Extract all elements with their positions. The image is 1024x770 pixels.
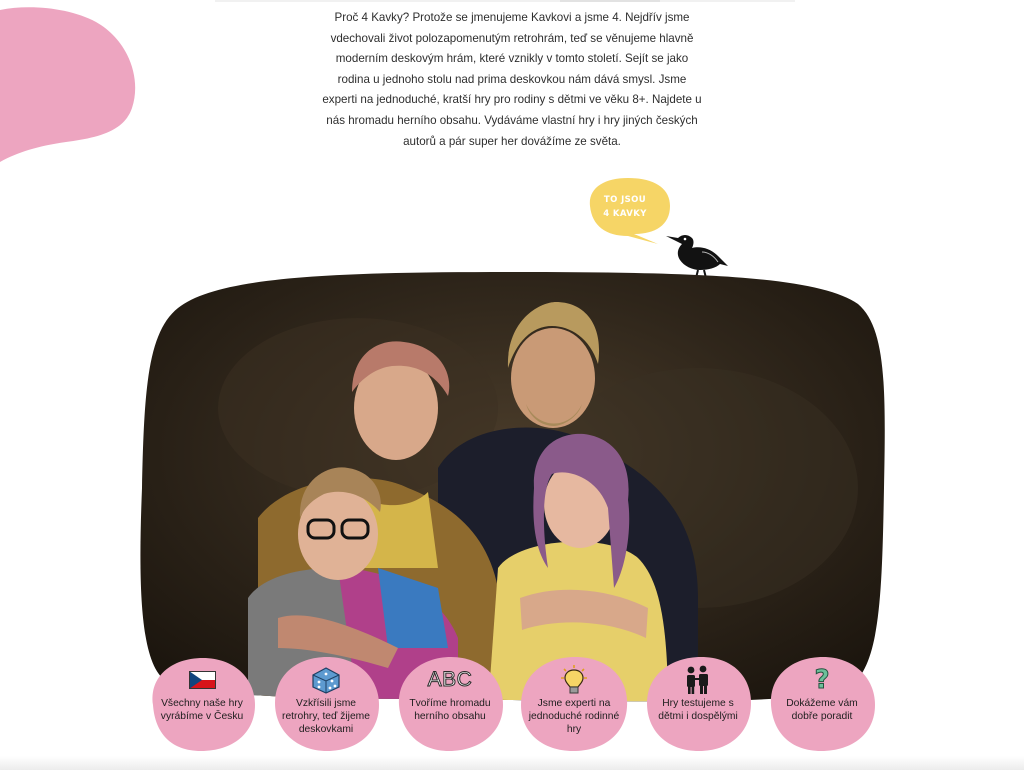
top-divider bbox=[215, 0, 795, 2]
intro-line: experti na jednoduché, kratší hry pro rodiny s dětmi ve věku 8+. Najdete u bbox=[322, 93, 702, 107]
feature-advice bbox=[765, 655, 879, 753]
dice-icon bbox=[269, 666, 383, 694]
feature-retro-games bbox=[269, 655, 383, 753]
features-row bbox=[145, 655, 885, 755]
feature-game-content bbox=[393, 655, 507, 753]
feature-made-in-czech bbox=[145, 655, 259, 753]
feature-label bbox=[649, 697, 747, 723]
bottom-shade bbox=[0, 756, 1024, 770]
feature-label-line: hry bbox=[566, 724, 582, 735]
intro-line: nás hromadu herního obsahu. Vydáváme vlastní hry i hry jiných českých bbox=[326, 113, 698, 127]
feature-label-line: Hry testujeme s bbox=[662, 698, 734, 709]
abc-icon-text: ABC bbox=[427, 668, 473, 691]
question-mark-glyph: ? bbox=[814, 665, 830, 695]
feature-label bbox=[401, 697, 499, 723]
feature-label bbox=[525, 697, 623, 736]
intro-line: moderním deskovým hrám, které vznikly v tomto století. Sejít se jako bbox=[335, 52, 689, 66]
family-icon bbox=[641, 666, 755, 694]
feature-testing bbox=[641, 655, 755, 753]
feature-label-line: Všechny naše hry bbox=[161, 698, 243, 709]
intro-line: Proč 4 Kavky? Protože se jmenujeme Kavkovi a jsme 4. Nejdřív jsme bbox=[334, 11, 690, 24]
abc-icon bbox=[393, 666, 507, 694]
feature-label-line: deskovkami bbox=[298, 724, 354, 735]
question-mark-icon bbox=[765, 666, 879, 694]
feature-label-line: dětmi i dospělými bbox=[658, 711, 738, 722]
feature-label-line: jednoduché rodinné bbox=[528, 711, 620, 722]
feature-label-line: vyrábíme v Česku bbox=[160, 711, 244, 722]
feature-label bbox=[277, 697, 375, 736]
feature-label-line: herního obsahu bbox=[414, 711, 486, 722]
feature-label-line: Dokážeme vám bbox=[786, 698, 858, 709]
lightbulb-icon bbox=[517, 666, 631, 694]
feature-label-line: dobře poradit bbox=[791, 711, 853, 722]
intro-line: vdechovali život polozapomenutým retrohrám, teď se věnujeme hlavně bbox=[330, 31, 694, 45]
feature-label-line: Jsme experti na bbox=[537, 698, 611, 709]
family-photo bbox=[138, 268, 886, 708]
intro-line: autorů a pár super her dovážíme ze světa. bbox=[403, 134, 621, 148]
feature-label-line: retrohry, teď žijeme bbox=[282, 711, 370, 722]
speech-bubble-text bbox=[590, 193, 660, 221]
feature-label bbox=[153, 697, 251, 723]
czech-flag-icon bbox=[145, 666, 259, 694]
bubble-line: TO JSOU bbox=[603, 195, 647, 205]
intro-text bbox=[318, 8, 706, 152]
feature-label-line: Vzkřísili jsme bbox=[295, 698, 357, 709]
pink-decorative-blob bbox=[0, 0, 140, 165]
feature-label bbox=[773, 697, 871, 723]
bubble-line: 4 KAVKY bbox=[603, 209, 647, 219]
feature-label-line: Tvoříme hromadu bbox=[409, 698, 491, 709]
top-divider-accent bbox=[560, 0, 660, 2]
intro-line: rodina u jednoho stolu nad prima deskovkou nám dává smysl. Jsme bbox=[337, 72, 687, 86]
feature-family-experts bbox=[517, 655, 631, 753]
